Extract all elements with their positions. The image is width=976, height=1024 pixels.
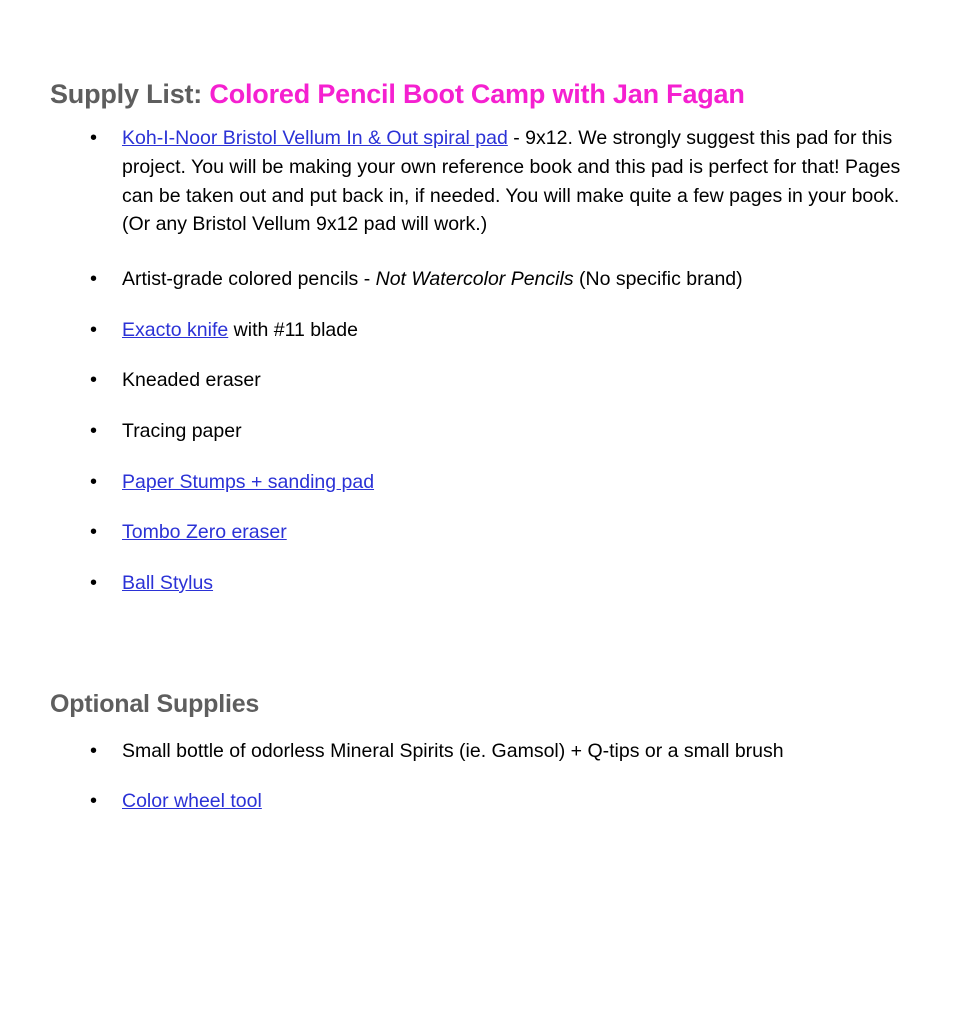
- section-spacer: [50, 620, 916, 690]
- link-bristol-vellum-pad[interactable]: Koh-I-Noor Bristol Vellum In & Out spiral pad: [122, 127, 508, 150]
- list-item-text: Tracing paper: [122, 419, 242, 442]
- optional-supply-list: [50, 737, 916, 816]
- list-item-text: with #11 blade: [228, 318, 358, 341]
- bullet-icon: •: [90, 318, 98, 341]
- list-item-text-pre: Artist-grade colored pencils -: [122, 268, 376, 291]
- link-exacto-knife[interactable]: Exacto knife: [122, 318, 229, 341]
- list-item: [50, 737, 916, 766]
- bullet-icon: •: [90, 369, 98, 392]
- list-item-text: Small bottle of odorless Mineral Spirits (ie. Gamsol) + Q-tips or a small brush: [122, 739, 784, 762]
- bullet-icon: •: [90, 127, 98, 150]
- list-item: [50, 265, 916, 294]
- page-title-highlight: Colored Pencil Boot Camp with Jan Fagan: [202, 79, 745, 109]
- list-item: [50, 124, 916, 239]
- bullet-icon: •: [90, 268, 98, 291]
- list-item: [50, 468, 916, 497]
- list-item: [50, 316, 916, 345]
- optional-supplies-heading: Optional Supplies: [50, 689, 260, 718]
- list-item: [50, 417, 916, 446]
- bullet-icon: •: [90, 521, 98, 544]
- page-title-label: Supply List:: [50, 79, 203, 109]
- link-tombo-zero-eraser[interactable]: Tombo Zero eraser: [122, 521, 287, 544]
- list-item: [50, 787, 916, 816]
- list-item: [50, 366, 916, 395]
- list-item-text: - 9x12. We strongly suggest this pad for this project. You will be making your own reference book and this pad is perfect for that! Pages can be taken out and put back in, if needed. You will make quite a few pages in your book. (Or any Bristol Vellum 9x12 pad will work.): [122, 127, 901, 236]
- link-ball-stylus[interactable]: Ball Stylus: [122, 571, 214, 594]
- page-title: [50, 78, 916, 110]
- bullet-icon: •: [90, 790, 98, 813]
- link-color-wheel-tool[interactable]: Color wheel tool: [122, 790, 262, 813]
- list-item: [50, 569, 916, 598]
- bullet-icon: •: [90, 571, 98, 594]
- bullet-icon: •: [90, 470, 98, 493]
- bullet-icon: •: [90, 739, 98, 762]
- supply-list: [50, 124, 916, 597]
- bullet-icon: •: [90, 419, 98, 442]
- list-item-text-italic: Not Watercolor Pencils: [375, 268, 574, 291]
- list-item-text: Kneaded eraser: [122, 369, 261, 392]
- list-item-text-post: (No specific brand): [573, 268, 743, 291]
- link-paper-stumps[interactable]: Paper Stumps + sanding pad: [122, 470, 375, 493]
- list-item: [50, 518, 916, 547]
